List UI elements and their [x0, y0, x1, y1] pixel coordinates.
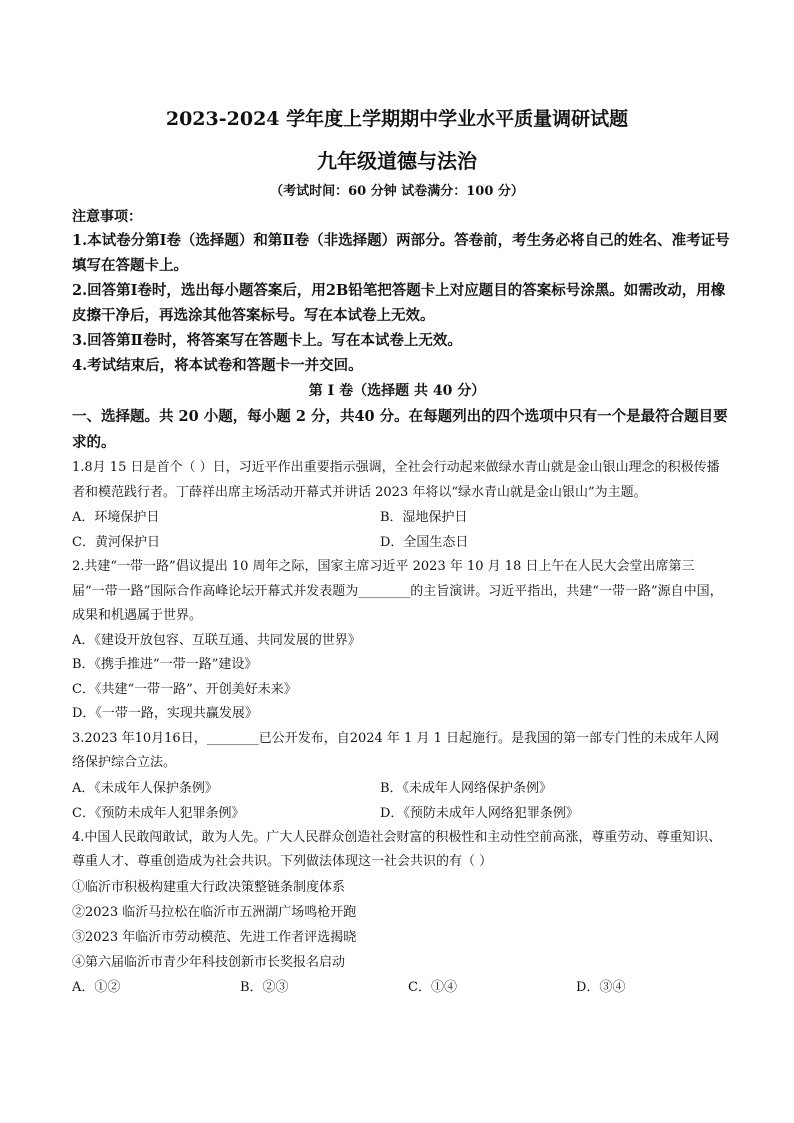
- option-b[interactable]: B．湿地保护日: [380, 510, 468, 525]
- question-1: [72, 456, 724, 555]
- note-item: 1.本试卷分第Ⅰ卷（选择题）和第Ⅱ卷（非选择题）两部分。答卷前，考生务必将自己的姓名、准考证号填写在答题卡上。: [72, 232, 730, 274]
- option-a[interactable]: A．《未成年人保护条例》: [72, 780, 218, 796]
- option-c[interactable]: C．黄河保护日: [72, 535, 160, 550]
- note-item: 3.回答第Ⅱ卷时，将答案写在答题卡上。写在本试卷上无效。: [72, 332, 462, 349]
- section-intro: 一、选择题。共 20 小题，每小题 2 分，共40 分。在每题列出的四个选项中只有一个是最符合题目要求的。: [72, 408, 728, 451]
- note-item: 4.考试结束后，将本试卷和答题卡一并交回。: [72, 357, 363, 374]
- options-row: [72, 505, 724, 530]
- option-b[interactable]: B．《携手推进“一带一路”建设》: [72, 657, 258, 672]
- exam-title: 2023-2024 学年度上学期期中学业水平质量调研试题: [165, 108, 629, 130]
- subject-title: 九年级道德与法治: [317, 149, 477, 173]
- option-d[interactable]: D．全国生态日: [380, 535, 469, 550]
- option-b[interactable]: B．②③: [240, 979, 289, 995]
- option-a[interactable]: A．《建设开放包容、互联互通、共同发展的世界》: [72, 632, 361, 648]
- questions-list: [72, 456, 724, 1000]
- note-item: 2.回答第Ⅰ卷时，选出每小题答案后，用2B铅笔把答题卡上对应题目的答案标号涂黑。如需改动，用橡皮擦干净后，再选涂其他答案标号。写在本试卷上无效。: [72, 282, 726, 324]
- exam-info: （考试时间：60 分钟 试卷满分：100 分）: [270, 184, 524, 199]
- statement-item: ②2023 临沂马拉松在临沂市五洲湖广场鸣枪开跑: [72, 904, 357, 920]
- option-c[interactable]: C．《预防未成年人犯罪条例》: [72, 805, 245, 821]
- notes-heading: 注意事项：: [72, 209, 142, 225]
- statement-item: ④第六届临沂市青少年科技创新市长奖报名启动: [72, 954, 346, 970]
- statement-item: ①临沂市积极构建重大行政决策整链条制度体系: [72, 879, 346, 895]
- question-stem: 3.2023 年10月16日，________已公开发布，自2024 年 1 月 1 日起施行。是我国的第一部专门性的未成年人网络保护综合立法。: [72, 730, 719, 770]
- option-a[interactable]: A．环境保护日: [72, 510, 160, 525]
- question-3: [72, 727, 724, 826]
- options-row: [72, 801, 724, 826]
- option-b[interactable]: B．《未成年人网络保护条例》: [380, 780, 553, 796]
- question-stem: 1.8月 15 日是首个（ ）日，习近平作出重要指示强调，全社会行动起来做绿水青山就是金山银山理念的积极传播者和模范践行者。丁薛祥出席主场活动开幕式并讲话 2023 年将以“绿水青山就是金山银山”为主题。: [72, 460, 720, 500]
- question-4: [72, 826, 724, 1000]
- section-title: 第 Ⅰ 卷（选择题 共 40 分）: [308, 383, 486, 399]
- option-a[interactable]: A．①②: [72, 979, 121, 995]
- option-c[interactable]: C．①④: [408, 979, 457, 995]
- notes-block: [72, 206, 732, 378]
- option-d[interactable]: D．《一带一路，实现共赢发展》: [72, 706, 258, 721]
- statement-item: ③2023 年临沂市劳动模范、先进工作者评选揭晓: [72, 929, 357, 945]
- question-stem: 4.中国人民敢闯敢试，敢为人先。广大人民群众创造社会财富的积极性和主动性空前高涨，尊重劳动、尊重知识、尊重人才、尊重创造成为社会共识。下列做法体现这一社会共识的有（ ）: [72, 829, 722, 869]
- option-c[interactable]: C．《共建“一带一路”、开创美好未来》: [72, 681, 297, 697]
- question-stem: 2.共建“一带一路”倡议提出 10 周年之际，国家主席习近平 2023 年 10 月 18 日上午在人民大会堂出席第三届“一带一路”国际合作高峰论坛开幕式并发表题为________的主旨演讲。习近平指出，共建“一带一路”源自中国，成果和机遇属于世界。: [72, 559, 723, 623]
- option-d[interactable]: D．《预防未成年人网络犯罪条例》: [380, 805, 579, 821]
- question-2: [72, 555, 724, 727]
- options-row: [72, 776, 724, 801]
- options-row: [72, 530, 724, 555]
- option-d[interactable]: D．③④: [576, 979, 626, 995]
- options-row: [72, 975, 724, 1000]
